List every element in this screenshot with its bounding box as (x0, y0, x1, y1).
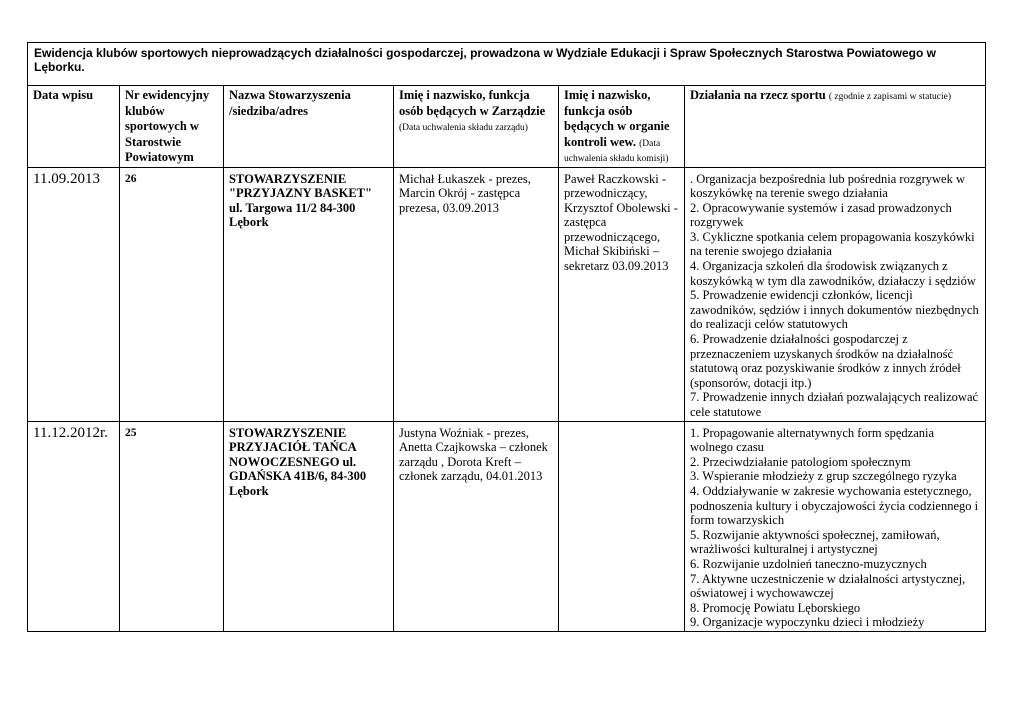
activity-item: 2. Przeciwdziałanie patologiom społecznym (690, 454, 911, 469)
activity-item: 3. Wspieranie młodzieży z grup szczególnego ryzyka (690, 469, 957, 484)
activity-item: 4. Organizacja szkoleń dla środowisk związanych z koszykówką w tym dla zawodników, działaczy i sędziów (690, 259, 976, 288)
activity-item: 5. Rozwijanie aktywności społecznej, zamiłowań, wrażliwości kulturalnej i artystycznej (690, 527, 940, 557)
registry-table (27, 42, 986, 632)
activity-item: 5. Prowadzenie ewidencji członków, licencji zawodników, sędziów i innych dokumentów niezbędnych do realizacji celów statutowych (690, 288, 979, 332)
document-page (27, 42, 985, 632)
table-row (28, 421, 986, 631)
control-members (559, 421, 685, 631)
header-activities (685, 86, 986, 168)
entry-date: 11.09.2013 (28, 167, 120, 421)
header-board (394, 86, 559, 168)
activity-item: 1. Propagowanie alternatywnych form spędzania wolnego czasu (690, 425, 935, 455)
header-control (559, 86, 685, 168)
header-activities-note: ( zgodnie z zapisami w statucie) (828, 92, 952, 102)
activity-item: 6. Rozwijanie uzdolnień taneczno-muzycznych (690, 556, 927, 571)
association-name: STOWARZYSZENIE "PRZYJAZNY BASKET" ul. Targowa 11/2 84-300 Lębork (224, 167, 394, 421)
activity-item: . Organizacja bezpośrednia lub pośrednia rozgrywek w koszykówkę na terenie swego działania (690, 171, 966, 201)
activity-item: 4. Oddziaływanie w zakresie wychowania estetycznego, podnoszenia kultury i obyczajowości życia codziennego i form towarzyskich (690, 483, 979, 528)
header-board-label: Imię i nazwisko, funkcja osób będących w Zarządzie (399, 88, 546, 118)
activity-item: 2. Opracowywanie systemów i zasad prowadzonych rozgrywek (690, 200, 952, 230)
header-control-label: Imię i nazwisko, funkcja osób będących w organie kontroli wew. (564, 88, 670, 149)
association-name: STOWARZYSZENIE PRZYJACIÓŁ TAŃCA NOWOCZESNEGO ul. GDAŃSKA 41B/6, 84-300 Lębork (224, 421, 394, 631)
activity-item: 3. Cykliczne spotkania celem propagowania koszykówki na terenie swojego działania (690, 229, 975, 259)
header-row (28, 86, 986, 168)
header-name: Nazwa Stowarzyszenia /siedziba/adres (224, 86, 394, 168)
activity-item: 7. Aktywne uczestniczenie w działalności artystycznej, oświatowej i wychowawczej (690, 571, 966, 601)
header-date: Data wpisu (28, 86, 120, 168)
header-board-note: (Data uchwalenia składu zarządu) (399, 123, 528, 133)
header-nr: Nr ewidencyjny klubów sportowych w Starostwie Powiatowym (120, 86, 224, 168)
table-row (28, 167, 986, 421)
control-members: Paweł Raczkowski - przewodniczący, Krzysztof Obolewski - zastępca przewodniczącego, Michał Skibiński – sekretarz 03.09.2013 (559, 167, 685, 421)
activity-item: 7. Prowadzenie innych działań pozwalających realizować cele statutowe (690, 390, 979, 419)
document-title: Ewidencja klubów sportowych nieprowadzących działalności gospodarczej, prowadzona w Wydziale Edukacji i Spraw Społecznych Starostwa Powiatowego w Lęborku. (28, 43, 986, 86)
entry-number: 25 (120, 421, 224, 631)
entry-date: 11.12.2012r. (28, 421, 120, 631)
activity-item: 6. Prowadzenie działalności gospodarczej z przeznaczeniem uzyskanych środków na działalność statutową oraz pozyskiwanie środków z innych źródeł (sponsorów, dotacji itp.) (690, 332, 961, 390)
header-control-note: (Data uchwalenia składu komisji) (564, 138, 669, 164)
activity-item: 8. Promocję Powiatu Lęborskiego (690, 600, 861, 615)
title-row (28, 43, 986, 86)
activities-list (685, 421, 986, 631)
activities-list (685, 167, 986, 421)
board-members: Justyna Woźniak - prezes, Anetta Czajkowska – członek zarządu , Dorota Kreft – członek zarządu, 04.01.2013 (394, 421, 559, 631)
entry-number: 26 (120, 167, 224, 421)
board-members: Michał Łukaszek - prezes, Marcin Okrój - zastępca prezesa, 03.09.2013 (394, 167, 559, 421)
activity-item: 9. Organizacje wypoczynku dzieci i młodzieży (690, 615, 925, 630)
header-activities-label: Działania na rzecz sportu (690, 88, 826, 102)
